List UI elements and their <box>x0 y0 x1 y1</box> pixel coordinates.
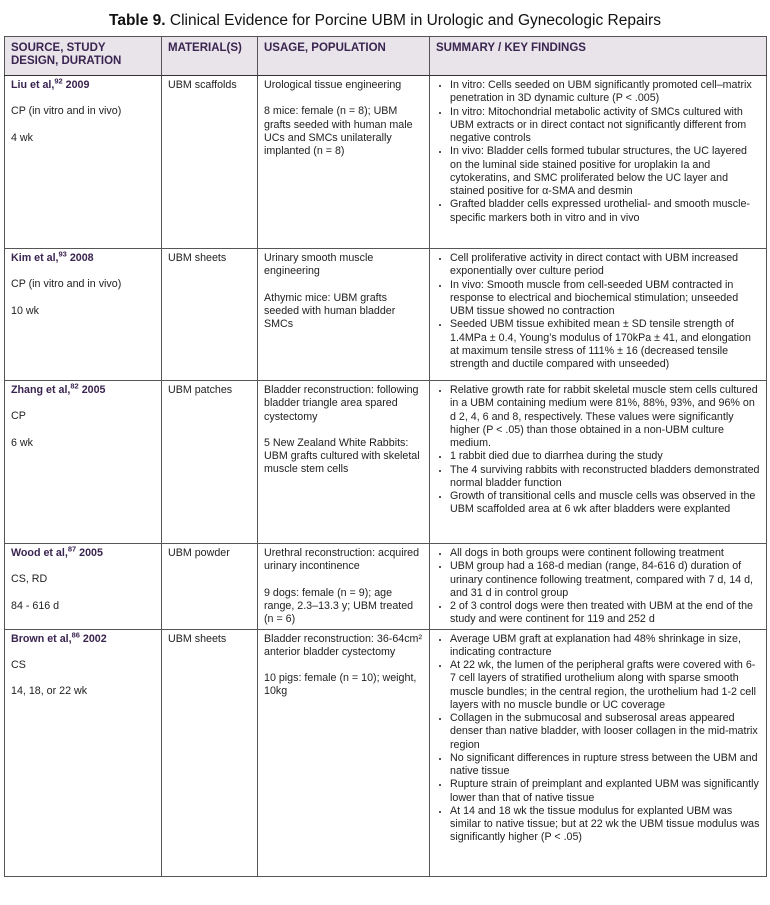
study-design: CP (in vitro and in vivo) <box>11 278 122 291</box>
finding-item: • Relative growth rate for rabbit skeletal muscle stem cells cultured in a UBM containing medium were 81%, 88%, 93%, and 96% on d 2, 4, 6 and 8, respectively. These values were significantly higher (P < .05) than those obtained in a non-UBM culture medium. <box>450 384 761 450</box>
findings-list <box>436 252 761 371</box>
spacer <box>264 92 424 105</box>
findings-cell <box>430 249 767 381</box>
study-design: CS <box>11 658 26 671</box>
study-duration: 84 - 616 d <box>11 599 60 612</box>
spacer <box>11 92 156 105</box>
material-cell <box>162 76 258 249</box>
table-row <box>5 381 767 544</box>
material-text: UBM sheets <box>168 632 227 645</box>
usage-cell <box>258 249 430 381</box>
findings-list <box>436 384 761 517</box>
spacer <box>11 646 156 659</box>
finding-item: • Cell proliferative activity in direct contact with UBM increased exponentially over culture period <box>450 252 761 279</box>
finding-item: • Average UBM graft at explanation had 48% shrinkage in size, indicating contracture <box>450 633 761 660</box>
usage-cell <box>258 76 430 249</box>
source-author: Liu et al, <box>11 79 55 91</box>
source-citation <box>11 544 156 560</box>
finding-item: • UBM group had a 168-d median (range, 84-616 d) duration of urinary continence following treatment, compared with 7 d, 14 d, and 31 d in control group <box>450 560 761 600</box>
table-caption: Clinical Evidence for Porcine UBM in Urologic and Gynecologic Repairs <box>169 12 661 29</box>
findings-cell <box>430 544 767 630</box>
usage-text: Bladder reconstruction: following bladder triangle area spared cystectomy <box>264 384 419 423</box>
spacer <box>264 659 424 672</box>
source-author: Kim et al, <box>11 252 59 264</box>
source-cell <box>5 76 162 249</box>
finding-item: • Seeded UBM tissue exhibited mean ± SD tensile strength of 1.4MPa ± 0.4, Young’s modulus of 170kPa ± 41, and elongation at maximum tensile stress of 111% ± 16 (decreased tensile strength and ductile compared with unseeded) <box>450 318 761 371</box>
material-cell <box>162 381 258 544</box>
findings-list <box>436 79 761 225</box>
material-cell <box>162 544 258 630</box>
table-row <box>5 629 767 876</box>
material-text: UBM scaffolds <box>168 79 237 91</box>
finding-item: • Grafted bladder cells expressed urothelial- and smooth muscle-specific markers both in vitro and in vivo <box>450 198 761 225</box>
findings-cell <box>430 76 767 249</box>
table-label: Table 9. <box>109 12 166 29</box>
source-ref: 93 <box>58 249 67 259</box>
study-duration: 4 wk <box>11 131 33 144</box>
source-cell <box>5 629 162 876</box>
source-ref: 92 <box>54 76 63 86</box>
material-text: UBM powder <box>168 547 230 559</box>
spacer <box>11 672 156 685</box>
material-cell <box>162 249 258 381</box>
table-row <box>5 249 767 381</box>
findings-list <box>436 547 761 627</box>
findings-cell <box>430 381 767 544</box>
source-cell <box>5 544 162 630</box>
table-row <box>5 76 767 249</box>
spacer <box>11 397 156 410</box>
usage-text: Urinary smooth muscle engineering <box>264 252 374 278</box>
usage-text: Urethral reconstruction: acquired urinary incontinence <box>264 547 420 573</box>
study-duration: 14, 18, or 22 wk <box>11 685 88 697</box>
header-row <box>5 37 767 76</box>
finding-item: • In vitro: Cells seeded on UBM significantly promoted cell–matrix penetration in 3D dynamic culture (P < .005) <box>450 79 761 106</box>
col-header-source: SOURCE, STUDY DESIGN, DURATION <box>5 37 162 76</box>
finding-item: • Rupture strain of preimplant and explanted UBM was significantly lower than that of native tissue <box>450 778 761 805</box>
spacer <box>11 265 156 278</box>
col-header-findings: SUMMARY / KEY FINDINGS <box>430 37 767 76</box>
finding-item: • In vivo: Bladder cells formed tubular structures, the UC layered on the luminal side stained positive for uroplakin Ia and cytokeratins, and SMC proliferated below the UC layer and stained positive for α-SMA and desmin <box>450 145 761 198</box>
col-header-usage: USAGE, POPULATION <box>258 37 430 76</box>
evidence-table <box>4 36 767 877</box>
material-cell <box>162 629 258 876</box>
spacer <box>264 279 424 292</box>
source-cell <box>5 249 162 381</box>
usage-cell <box>258 381 430 544</box>
finding-item: • Collagen in the submucosal and subserosal areas appeared denser than native bladder, with looser collagen in the mid-matrix region <box>450 712 761 752</box>
finding-item: • At 22 wk, the lumen of the peripheral grafts were covered with 6-7 cell layers of stratified urothelium along with sparse smooth muscle bundles; in the central region, the urothelium had 1-2 cell layers with no muscle bundle or UC coverage <box>450 659 761 712</box>
source-year: 2009 <box>62 79 90 91</box>
finding-item: • At 14 and 18 wk the tissue modulus for explanted UBM was similar to native tissue; but at 22 wk the UBM tissue modulus was significantly higher (P < .05) <box>450 805 761 845</box>
population-text: 10 pigs: female (n = 10); weight, 10kg <box>264 672 417 698</box>
finding-item: • The 4 surviving rabbits with reconstructed bladders demonstrated normal bladder function <box>450 464 761 491</box>
source-author: Wood et al, <box>11 547 68 559</box>
spacer <box>264 574 424 587</box>
usage-cell <box>258 544 430 630</box>
study-duration: 6 wk <box>11 436 33 449</box>
usage-text: Bladder reconstruction: 36-64cm² anterior bladder cystectomy <box>264 632 423 658</box>
source-citation <box>11 76 156 92</box>
source-citation <box>11 249 156 265</box>
finding-item: • All dogs in both groups were continent following treatment <box>450 547 761 560</box>
material-text: UBM sheets <box>168 252 227 264</box>
spacer <box>11 119 156 132</box>
material-text: UBM patches <box>168 384 233 396</box>
source-citation <box>11 381 156 397</box>
usage-text: Urological tissue engineering <box>264 79 402 91</box>
finding-item: • Growth of transitional cells and muscle cells was observed in the UBM scaffolded area at 6 wk after bladders were explanted <box>450 490 761 517</box>
source-year: 2005 <box>76 547 103 559</box>
table-title <box>4 6 766 36</box>
table-body <box>5 76 767 877</box>
source-ref: 86 <box>71 629 80 639</box>
finding-item: • In vivo: Smooth muscle from cell-seeded UBM contracted in response to electrical and biochemical stimulation; unseeded UBM tissue showed no contraction <box>450 279 761 319</box>
study-duration: 10 wk <box>11 304 39 317</box>
source-year: 2002 <box>79 632 107 645</box>
findings-cell <box>430 629 767 876</box>
col-header-material: MATERIAL(S) <box>162 37 258 76</box>
study-design: CP <box>11 410 26 423</box>
source-ref: 82 <box>70 381 79 391</box>
source-cell <box>5 381 162 544</box>
table-row <box>5 544 767 630</box>
population-text: 9 dogs: female (n = 9); age range, 2.3–13.3 y; UBM treated (n = 6) <box>264 586 414 625</box>
population-text: 8 mice: female (n = 8); UBM grafts seeded with human male UCs and SMCs unilaterally implanted (n = 8) <box>264 105 413 157</box>
findings-list <box>436 633 761 845</box>
finding-item: • 1 rabbit died due to diarrhea during the study <box>450 450 761 463</box>
source-ref: 87 <box>67 544 77 554</box>
population-text: Athymic mice: UBM grafts seeded with human bladder SMCs <box>264 291 396 330</box>
spacer <box>11 560 156 573</box>
source-year: 2008 <box>66 252 94 264</box>
usage-cell <box>258 629 430 876</box>
source-author: Brown et al, <box>11 632 72 645</box>
spacer <box>11 587 156 600</box>
finding-item: • 2 of 3 control dogs were then treated with UBM at the end of the study and were continent for 119 and 252 d <box>450 600 761 627</box>
source-citation <box>11 629 156 646</box>
study-design: CP (in vitro and in vivo) <box>11 105 122 118</box>
spacer <box>264 424 424 437</box>
source-author: Zhang et al, <box>11 384 71 396</box>
population-text: 5 New Zealand White Rabbits: UBM grafts cultured with skeletal muscle stem cells <box>264 436 420 476</box>
spacer <box>11 424 156 437</box>
spacer <box>11 292 156 305</box>
finding-item: • In vitro: Mitochondrial metabolic activity of SMCs cultured with UBM extracts or in direct contact not significantly different from negative controls <box>450 106 761 146</box>
finding-item: • No significant differences in rupture stress between the UBM and native tissue <box>450 752 761 779</box>
source-year: 2005 <box>78 384 106 396</box>
study-design: CS, RD <box>11 573 48 586</box>
